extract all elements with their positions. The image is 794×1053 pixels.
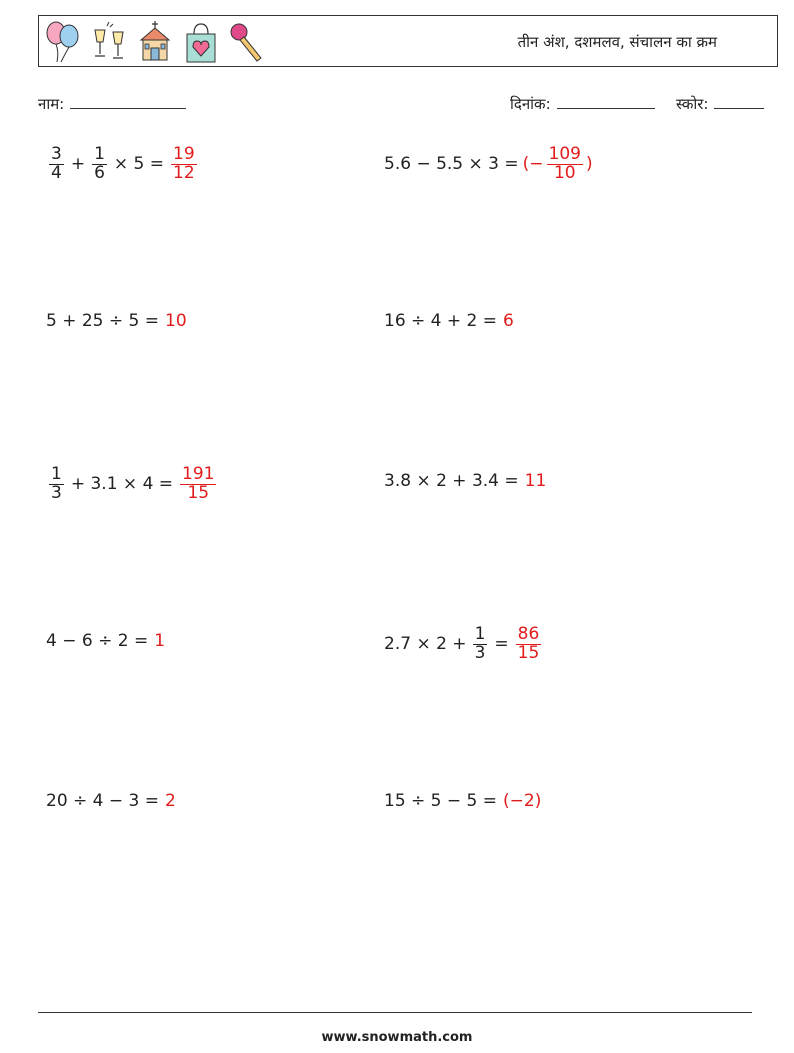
answer: (− bbox=[522, 154, 544, 175]
problem-5: $\frac{1}{3}$ + 3.1 × 4 = $\frac{191}{15}$ bbox=[51, 464, 215, 503]
name-blank[interactable] bbox=[70, 94, 186, 109]
date-label: दिनांक: bbox=[510, 95, 551, 113]
church-icon bbox=[135, 20, 175, 64]
answer: 6 bbox=[503, 311, 514, 331]
score-blank[interactable] bbox=[714, 94, 764, 109]
problem-2: 5.6 − 5.5 × 3 = (− $\frac{109}{10}$ ) bbox=[384, 144, 593, 183]
answer: $\frac{86}{15}$ bbox=[517, 624, 540, 663]
score-field bbox=[676, 94, 764, 114]
answer: 1 bbox=[154, 631, 166, 651]
problem-4: 16 ÷ 4 + 2 = 6 bbox=[384, 311, 514, 331]
header-icons bbox=[43, 19, 267, 65]
problem-1: $\frac{3}{4}$ + $\frac{1}{6}$ × 5 = $\frac{19}{12}$ bbox=[51, 144, 195, 183]
microphone-icon bbox=[227, 20, 267, 64]
name-label: नाम: bbox=[38, 95, 65, 113]
fraction: $\frac{3}{4}$ bbox=[51, 144, 62, 183]
date-field bbox=[510, 94, 655, 114]
footer-url[interactable]: www.snowmath.com bbox=[321, 1030, 473, 1045]
answer: $\frac{19}{12}$ bbox=[173, 144, 195, 183]
fraction: $\frac{1}{6}$ bbox=[94, 144, 105, 183]
answer: (−2) bbox=[503, 791, 542, 811]
footer-divider bbox=[38, 1012, 752, 1013]
problem-9: 20 ÷ 4 − 3 = 2 bbox=[46, 791, 176, 811]
answer-fraction: $\frac{109}{10}$ bbox=[548, 144, 581, 183]
problem-3: 5 + 25 ÷ 5 = 10 bbox=[46, 311, 187, 331]
date-blank[interactable] bbox=[557, 94, 655, 109]
problem-10: 15 ÷ 5 − 5 = (−2) bbox=[384, 791, 542, 811]
fraction: $\frac{1}{3}$ bbox=[474, 624, 486, 663]
gift-bag-icon bbox=[181, 20, 221, 64]
answer: $\frac{191}{15}$ bbox=[182, 464, 215, 503]
problem-7: 4 − 6 ÷ 2 = 1 bbox=[46, 631, 166, 651]
problem-8: 2.7 × 2 + $\frac{1}{3}$ = $\frac{86}{15}$ bbox=[384, 624, 540, 663]
problem-6: 3.8 × 2 + 3.4 = 11 bbox=[384, 471, 547, 491]
balloons-icon bbox=[43, 20, 83, 64]
score-label: स्कोर: bbox=[676, 95, 709, 113]
answer: 2 bbox=[165, 791, 176, 811]
name-field bbox=[38, 94, 186, 114]
fraction: $\frac{1}{3}$ bbox=[51, 464, 62, 503]
answer: 11 bbox=[524, 471, 547, 491]
answer: 10 bbox=[165, 311, 187, 331]
toast-glasses-icon bbox=[89, 20, 129, 64]
worksheet-title: तीन अंश, दशमलव, संचालन का क्रम bbox=[517, 33, 717, 51]
worksheet-header bbox=[38, 15, 778, 67]
